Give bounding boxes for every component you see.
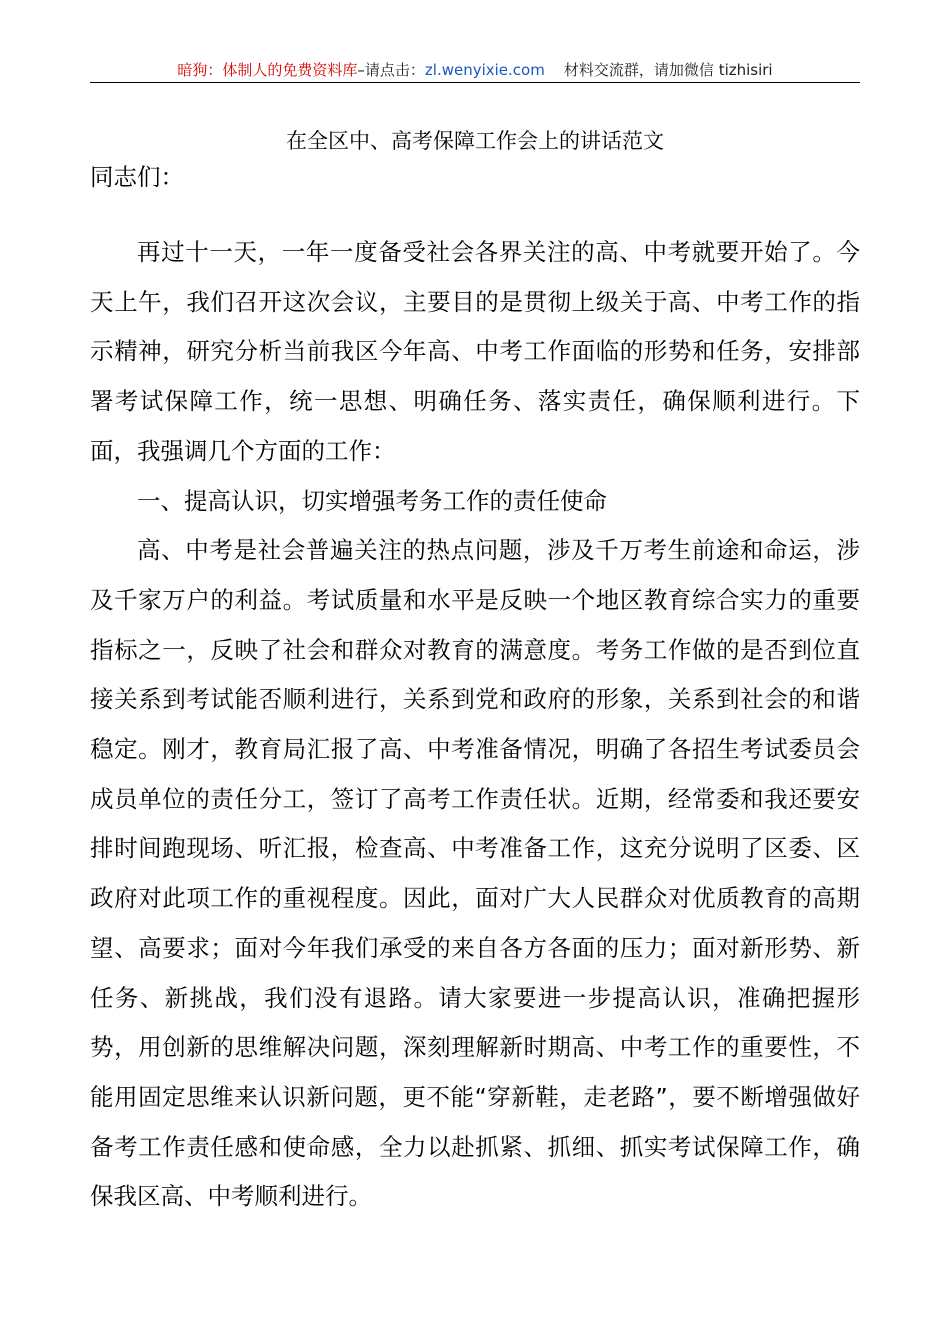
page-header bbox=[90, 58, 860, 82]
paragraph-intro: 再过十一天，一年一度备受社会各界关注的高、中考就要开始了。今天上午，我们召开这次会议，主要目的是贯彻上级关于高、中考工作的指示精神，研究分析当前我区今年高、中考工作面临的形势和任务，安排部署考试保障工作，统一思想、明确任务、落实责任，确保顺利进行。下面，我强调几个方面的工作： bbox=[90, 238, 860, 465]
paragraph-section-1: 高、中考是社会普遍关注的热点问题，涉及千万考生前途和命运，涉及千家万户的利益。考试质量和水平是反映一个地区教育综合实力的重要指标之一，反映了社会和群众对教育的满意度。考务工作做的是否到位直接关系到考试能否顺利进行，关系到党和政府的形象，关系到社会的和谐稳定。刚才，教育局汇报了高、中考准备情况，明确了各招生考试委员会成员单位的责任分工，签订了高考工作责任状。近期，经常委和我还要安排时间跑现场、听汇报，检查高、中考准备工作，这充分说明了区委、区政府对此项工作的重视程度。因此，面对广大人民群众对优质教育的高期望、高要求；面对今年我们承受的来自各方各面的压力；面对新形势、新任务、新挑战，我们没有退路。请大家要进一步提高认识，准确把握形势，用创新的思维解决问题，深刻理解新时期高、中考工作的重要性，不能用固定思维来认识新问题，更不能“穿新鞋，走老路”，要不断增强做好备考工作责任感和使命感，全力以赴抓紧、抓细、抓实考试保障工作，确保我区高、中考顺利进行。 bbox=[90, 536, 860, 1211]
header-url-link[interactable]: zl.wenyixie.com bbox=[424, 61, 545, 79]
document-body bbox=[90, 228, 860, 1222]
document-title: 在全区中、高考保障工作会上的讲话范文 bbox=[286, 129, 664, 153]
header-site-name: 暗狗：体制人的免费资料库 bbox=[177, 61, 358, 79]
section-heading-1: 一、提高认识，切实增强考务工作的责任使命 bbox=[137, 486, 607, 515]
header-divider bbox=[90, 82, 860, 83]
header-prompt: –请点击： bbox=[357, 61, 425, 79]
header-contact: 材料交流群，请加微信 tizhisiri bbox=[563, 61, 773, 79]
salutation: 同志们： bbox=[90, 163, 184, 191]
